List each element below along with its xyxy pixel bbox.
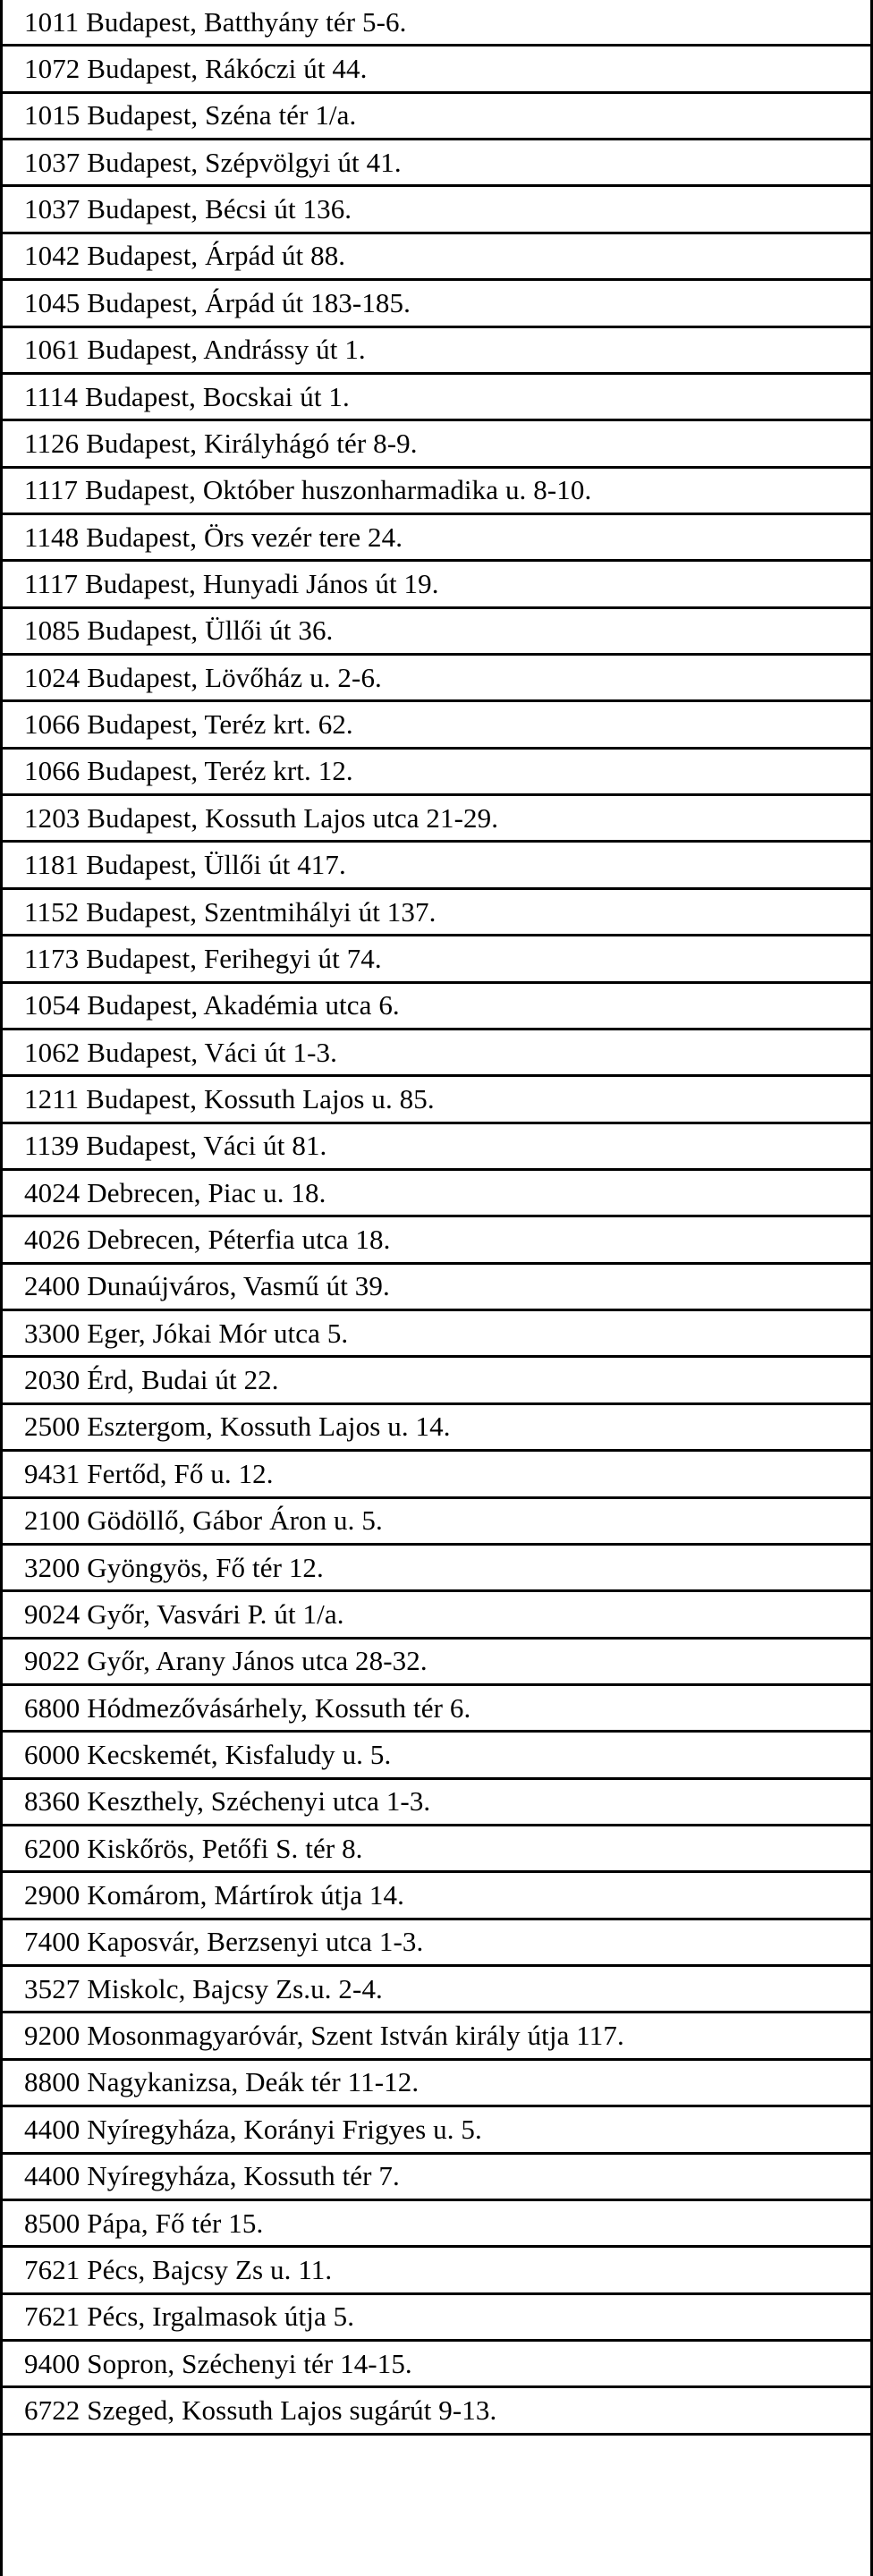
address-row: 9431 Fertőd, Fő u. 12. — [3, 1452, 870, 1498]
address-row: 3300 Eger, Jókai Mór utca 5. — [3, 1311, 870, 1358]
address-row: 1042 Budapest, Árpád út 88. — [3, 234, 870, 281]
address-row: 9022 Győr, Arany János utca 28-32. — [3, 1640, 870, 1686]
address-row: 1152 Budapest, Szentmihályi út 137. — [3, 890, 870, 936]
address-row: 4400 Nyíregyháza, Korányi Frigyes u. 5. — [3, 2107, 870, 2154]
address-row: 9400 Sopron, Széchenyi tér 14-15. — [3, 2342, 870, 2388]
address-row: 3200 Gyöngyös, Fő tér 12. — [3, 1546, 870, 1592]
address-row: 1011 Budapest, Batthyány tér 5-6. — [3, 0, 870, 47]
address-row: 7621 Pécs, Irgalmasok útja 5. — [3, 2295, 870, 2342]
address-row: 1045 Budapest, Árpád út 183-185. — [3, 281, 870, 327]
address-row: 1114 Budapest, Bocskai út 1. — [3, 375, 870, 421]
address-row: 2400 Dunaújváros, Vasmű út 39. — [3, 1265, 870, 1311]
address-row: 1211 Budapest, Kossuth Lajos u. 85. — [3, 1077, 870, 1123]
address-row: 1181 Budapest, Üllői út 417. — [3, 843, 870, 889]
address-row: 9200 Mosonmagyaróvár, Szent István király útja 117. — [3, 2013, 870, 2060]
address-row: 8360 Keszthely, Széchenyi utca 1-3. — [3, 1780, 870, 1826]
address-row: 6800 Hódmezővásárhely, Kossuth tér 6. — [3, 1686, 870, 1733]
address-row: 6200 Kiskőrös, Petőfi S. tér 8. — [3, 1826, 870, 1873]
address-row: 1061 Budapest, Andrássy út 1. — [3, 328, 870, 375]
address-row: 1054 Budapest, Akadémia utca 6. — [3, 984, 870, 1030]
address-row: 1203 Budapest, Kossuth Lajos utca 21-29. — [3, 796, 870, 843]
address-row: 1024 Budapest, Lövőház u. 2-6. — [3, 656, 870, 702]
address-row: 1066 Budapest, Teréz krt. 12. — [3, 750, 870, 796]
address-row: 1117 Budapest, Hunyadi János út 19. — [3, 562, 870, 608]
address-row: 1126 Budapest, Királyhágó tér 8-9. — [3, 421, 870, 468]
address-row: 8800 Nagykanizsa, Deák tér 11-12. — [3, 2061, 870, 2107]
address-row: 8500 Pápa, Fő tér 15. — [3, 2201, 870, 2248]
address-row: 1062 Budapest, Váci út 1-3. — [3, 1030, 870, 1077]
address-row: 2500 Esztergom, Kossuth Lajos u. 14. — [3, 1405, 870, 1452]
address-row: 1148 Budapest, Örs vezér tere 24. — [3, 515, 870, 562]
address-row: 2100 Gödöllő, Gábor Áron u. 5. — [3, 1499, 870, 1546]
address-row: 4400 Nyíregyháza, Kossuth tér 7. — [3, 2155, 870, 2201]
address-row: 6722 Szeged, Kossuth Lajos sugárút 9-13. — [3, 2388, 870, 2435]
address-list — [3, 0, 870, 2436]
address-row: 4024 Debrecen, Piac u. 18. — [3, 1171, 870, 1217]
address-row: 6000 Kecskemét, Kisfaludy u. 5. — [3, 1733, 870, 1779]
address-row: 9024 Győr, Vasvári P. út 1/a. — [3, 1592, 870, 1639]
address-row: 1173 Budapest, Ferihegyi út 74. — [3, 936, 870, 983]
address-row: 1037 Budapest, Bécsi út 136. — [3, 187, 870, 233]
address-row: 1085 Budapest, Üllői út 36. — [3, 609, 870, 656]
address-row: 1072 Budapest, Rákóczi út 44. — [3, 47, 870, 93]
address-row: 7621 Pécs, Bajcsy Zs u. 11. — [3, 2248, 870, 2294]
address-row: 7400 Kaposvár, Berzsenyi utca 1-3. — [3, 1920, 870, 1967]
address-row: 1117 Budapest, Október huszonharmadika u. 8-10. — [3, 469, 870, 515]
address-row: 1066 Budapest, Teréz krt. 62. — [3, 702, 870, 749]
address-row: 4026 Debrecen, Péterfia utca 18. — [3, 1217, 870, 1264]
address-row: 2900 Komárom, Mártírok útja 14. — [3, 1873, 870, 1919]
address-row: 1037 Budapest, Szépvölgyi út 41. — [3, 140, 870, 187]
address-row: 1015 Budapest, Széna tér 1/a. — [3, 94, 870, 140]
address-row: 2030 Érd, Budai út 22. — [3, 1358, 870, 1404]
address-row: 1139 Budapest, Váci út 81. — [3, 1124, 870, 1171]
address-row: 3527 Miskolc, Bajcsy Zs.u. 2-4. — [3, 1967, 870, 2013]
